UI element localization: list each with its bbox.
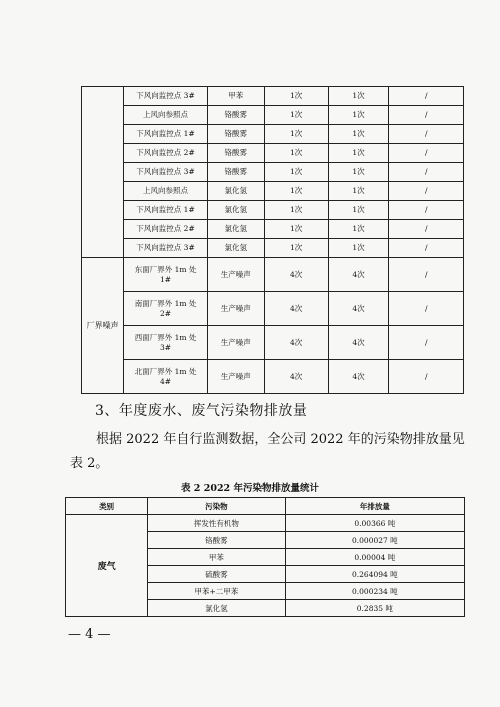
table-row [82, 163, 464, 182]
table-cell: 铬酸雾 [148, 532, 286, 549]
table-cell: 0.264094 吨 [285, 566, 464, 583]
table-cell [124, 326, 208, 360]
table-cell: / [389, 292, 464, 326]
table-cell: 铬酸雾 [207, 144, 264, 163]
point-label: 东面厂界外 1m 处 [134, 264, 197, 274]
table-cell [124, 258, 208, 292]
table-cell: 0.2835 吨 [285, 600, 464, 617]
table-row [82, 182, 464, 201]
table-cell: / [389, 182, 464, 201]
table-cell: 甲苯 [148, 549, 286, 566]
table-cell: 下风向监控点 3# [124, 163, 208, 182]
table-cell: 1次 [264, 220, 328, 239]
body-paragraph: 根据 2022 年自行监测数据，全公司 2022 年的污染物排放量见表 2。 [70, 432, 465, 471]
table-cell: 下风向监控点 2# [124, 220, 208, 239]
table-cell: 0.000234 吨 [285, 583, 464, 600]
table-cell: 4次 [264, 292, 328, 326]
table-cell: 氯化氢 [207, 239, 264, 258]
table-cell: 铬酸雾 [207, 106, 264, 125]
header-cell: 污染物 [148, 498, 286, 515]
table-row [82, 87, 464, 106]
point-label: 1# [160, 274, 172, 284]
table-cell: 1次 [264, 182, 328, 201]
table-cell: 生产噪声 [207, 326, 264, 360]
table-cell: 下风向监控点 3# [124, 87, 208, 106]
table-cell: 1次 [328, 125, 389, 144]
table-cell: / [389, 163, 464, 182]
point-label: 2# [160, 308, 172, 318]
table-cell: 1次 [328, 182, 389, 201]
table-row [82, 360, 464, 394]
table-cell: 4次 [328, 326, 389, 360]
table-cell: 上风向参照点 [124, 182, 208, 201]
table-cell: / [389, 220, 464, 239]
table-cell: 下风向监控点 3# [124, 239, 208, 258]
table-cell: / [389, 326, 464, 360]
table-cell: 1次 [328, 87, 389, 106]
table-cell: 4次 [264, 360, 328, 394]
table-cell: 4次 [264, 258, 328, 292]
monitoring-frequency-table [81, 86, 464, 394]
table-cell: 1次 [328, 106, 389, 125]
table-row [82, 258, 464, 292]
table-cell: 氯化氢 [207, 201, 264, 220]
table-cell: 1次 [264, 163, 328, 182]
table-row [82, 201, 464, 220]
table-cell: 1次 [264, 125, 328, 144]
table-cell: 铬酸雾 [207, 125, 264, 144]
table-cell: 1次 [328, 220, 389, 239]
category-cell: 废气 [66, 515, 148, 617]
table-cell: / [389, 125, 464, 144]
point-label: 3# [160, 342, 172, 352]
table-cell: / [389, 239, 464, 258]
noise-category-cell: 厂界噪声 [82, 258, 124, 394]
table-cell: 4次 [328, 360, 389, 394]
emission-table [65, 497, 465, 617]
table-cell: 氯化氢 [207, 182, 264, 201]
table-cell: 铬酸雾 [207, 163, 264, 182]
table-cell: 4次 [328, 292, 389, 326]
point-label: 南面厂界外 1m 处 [134, 298, 197, 308]
table-row [82, 220, 464, 239]
section-heading: 3、年度废水、废气污染物排放量 [95, 403, 308, 419]
table-cell: 1次 [264, 239, 328, 258]
table-cell: 4次 [264, 326, 328, 360]
table-row [82, 292, 464, 326]
point-label: 4# [160, 376, 172, 386]
table-caption: 表 2 2022 年污染物排放量统计 [181, 483, 319, 494]
header-cell: 类别 [66, 498, 148, 515]
table-cell: 0.00366 吨 [285, 515, 464, 532]
table-cell: / [389, 87, 464, 106]
table-cell: 4次 [328, 258, 389, 292]
table-cell: 甲苯+二甲苯 [148, 583, 286, 600]
table-header-row [66, 498, 465, 515]
table-row [82, 239, 464, 258]
table-cell: 1次 [328, 239, 389, 258]
table-cell [124, 292, 208, 326]
table-cell: 硫酸雾 [148, 566, 286, 583]
table-cell: 生产噪声 [207, 360, 264, 394]
table-cell: 下风向监控点 1# [124, 201, 208, 220]
table-row [82, 326, 464, 360]
page-number: — 4 — [68, 627, 111, 642]
table-cell: / [389, 144, 464, 163]
table-cell: 挥发性有机物 [148, 515, 286, 532]
table-row [82, 125, 464, 144]
table-cell: / [389, 258, 464, 292]
header-cell: 年排放量 [285, 498, 464, 515]
table-cell: 1次 [328, 201, 389, 220]
table-cell: 下风向监控点 1# [124, 125, 208, 144]
table-row [66, 515, 465, 532]
table-cell [124, 360, 208, 394]
table-cell: 1次 [328, 163, 389, 182]
table-cell: 1次 [264, 87, 328, 106]
table-cell: 1次 [328, 144, 389, 163]
table-cell: 1次 [264, 201, 328, 220]
table-cell: 上风向参照点 [124, 106, 208, 125]
table-row [82, 106, 464, 125]
table-cell: / [389, 201, 464, 220]
table-cell: 生产噪声 [207, 292, 264, 326]
table-cell: 0.000027 吨 [285, 532, 464, 549]
point-label: 西面厂界外 1m 处 [134, 332, 197, 342]
table-row [82, 144, 464, 163]
table-cell: 氯化氢 [207, 220, 264, 239]
table-cell: 生产噪声 [207, 258, 264, 292]
table-cell: 氯化氢 [148, 600, 286, 617]
table-cell: 1次 [264, 106, 328, 125]
table-cell: 1次 [264, 144, 328, 163]
table-cell: / [389, 106, 464, 125]
table-cell: 甲苯 [207, 87, 264, 106]
table-cell: / [389, 360, 464, 394]
table-cell-blank [82, 87, 124, 258]
point-label: 北面厂界外 1m 处 [134, 366, 197, 376]
table-cell: 下风向监控点 2# [124, 144, 208, 163]
table-cell: 0.00004 吨 [285, 549, 464, 566]
